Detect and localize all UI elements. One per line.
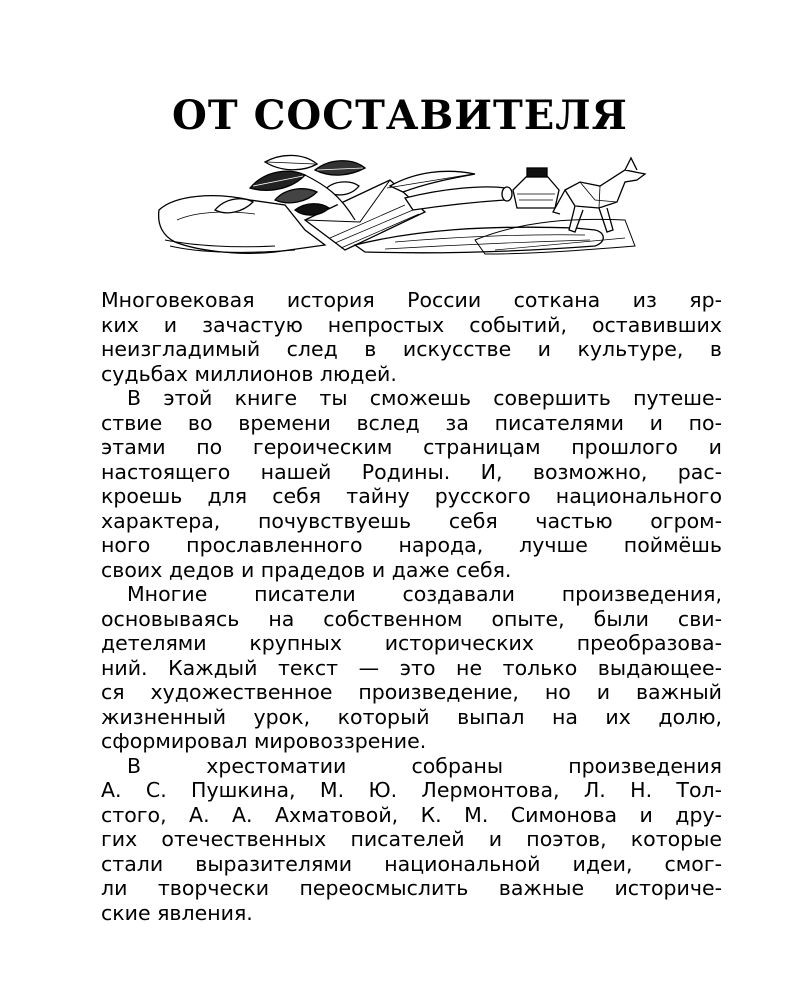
text-line: ких и зачастую непростых событий, оставивших [101, 312, 722, 337]
text-line: В этой книге ты сможешь совершить путеше- [127, 386, 722, 410]
text-line: неизгладимый след в искусстве и культуре, в [101, 337, 722, 361]
text-line: ного прославленного народа, лучше поймёшь [101, 533, 722, 557]
leaves-scroll-quill-inkwell-origami-horse-illustration [155, 150, 655, 265]
text-line: ские явления. [101, 900, 253, 925]
inkwell-icon [513, 168, 559, 208]
text-line: Многовековая история России соткана из яр- [101, 288, 722, 312]
text-line: стали выразителями национальной идеи, смог- [101, 851, 722, 876]
text-line: стого, А. А. Ахматовой, К. М. Симонова и дру- [101, 802, 722, 827]
text-line: В хрестоматии собраны произведения [127, 753, 722, 778]
text-line: гих отечественных писателей и поэтов, которые [101, 827, 722, 851]
text-line: основываясь на собственном опыте, были сви- [101, 606, 722, 631]
text-line: ся художественное произведение, но и важный [101, 680, 722, 704]
text-line: характера, почувствуешь себя частью огром- [101, 508, 722, 533]
text-line: кроешь для себя тайну русского национального [101, 484, 722, 508]
preface-text [101, 288, 722, 925]
text-line: сформировал мировоззрение. [101, 729, 427, 753]
text-line: детелями крупных исторических преобразова- [101, 631, 722, 655]
text-line: жизненный урок, который выпал на их долю, [101, 704, 722, 729]
text-line: Многие писатели создавали произведения, [127, 582, 722, 606]
text-line: ли творчески переосмыслить важные историче- [101, 876, 722, 900]
text-line: ствие во времени вслед за писателями и по- [101, 410, 722, 435]
origami-horse-icon [553, 158, 645, 232]
text-line: А. С. Пушкина, М. Ю. Лермонтова, Л. Н. Тол- [101, 778, 722, 802]
text-line: своих дедов и прадедов и даже себя. [101, 557, 512, 582]
text-line: настоящего нашей Родины. И, возможно, рас- [101, 459, 722, 484]
text-line: судьбах миллионов людей. [101, 361, 397, 386]
page-title: ОТ СОСТАВИТЕЛЯ [172, 92, 628, 139]
text-line: ний. Каждый текст — это не только выдающее- [101, 655, 722, 680]
text-line: этами по героическим страницам прошлого и [101, 435, 722, 459]
